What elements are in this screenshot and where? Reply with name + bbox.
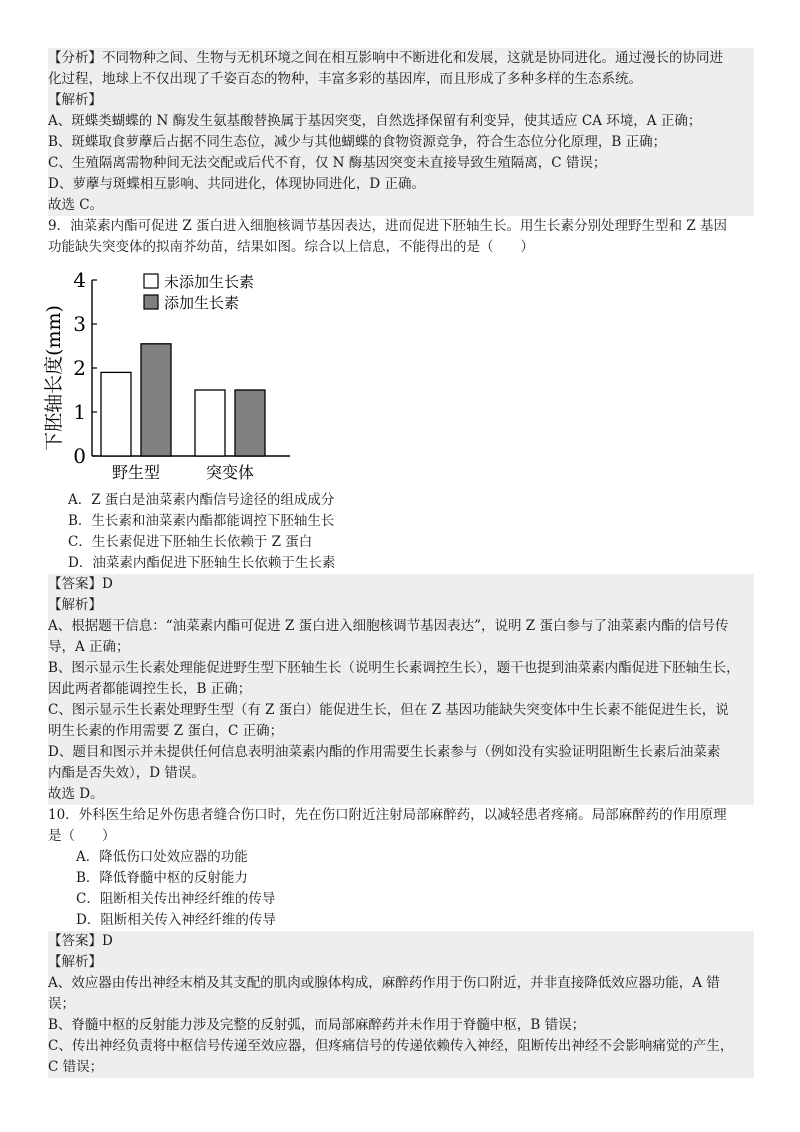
explanation-line-b: B、图示显示生长素处理能促进野生型下胚轴生长（说明生长素调控生长），题干也提到油菜素内酯促进下胚轴生长， — [48, 658, 754, 679]
question-9-stem: 9．油菜素内酯可促进 Z 蛋白进入细胞核调节基因表达，进而促进下胚轴生长。用生长素分别处理野生型和 Z 基因 — [48, 218, 728, 234]
analysis-text: 【分析】不同物种之间、生物与无机环境之间在相互影响中不断进化和发展，这就是协同进化。通过漫长的协同进 — [48, 48, 754, 69]
explanation-line-a: A、根据题干信息：“油菜素内酯可促进 Z 蛋白进入细胞核调节基因表达”，说明 Z 蛋白参与了油菜素内酯的信号传 — [48, 616, 754, 637]
x-tick-label: 野生型 — [111, 463, 161, 482]
question-10-stem: 10．外科医生给足外伤患者缝合伤口时，先在伤口附近注射局部麻醉药，以减轻患者疼痛。局部麻醉药的作用原理 — [48, 807, 727, 823]
explanation-line-c: 明生长素的作用需要 Z 蛋白，C 正确； — [48, 721, 754, 742]
option-b: B．降低脊髓中枢的反射能力 — [76, 870, 248, 886]
option-a: A．降低伤口处效应器的功能 — [76, 849, 248, 865]
explanation-line-b: B、脊髓中枢的反射能力涉及完整的反射弧，而局部麻醉药并未作用于脊髓中枢，B 错误； — [48, 1015, 754, 1036]
bar-no-auxin-1 — [195, 390, 225, 456]
explanation-line-d: D、萝藦与斑蝶相互影响、共同进化，体现协同进化，D 正确。 — [48, 174, 754, 195]
option-a: A．Z 蛋白是油菜素内酯信号途径的组成成分 — [68, 492, 335, 508]
x-tick-label: 突变体 — [205, 463, 255, 482]
explanation-heading: 【解析】 — [48, 952, 754, 973]
explanation-line-d: D、题目和图示并未提供任何信息表明油菜素内酯的作用需要生长素参与（例如没有实验证明阻断生长素后油菜素 — [48, 742, 754, 763]
option-c: C．阻断相关传出神经纤维的传导 — [76, 891, 276, 907]
bar-auxin-0 — [141, 344, 171, 456]
legend-label: 添加生长素 — [164, 294, 240, 312]
y-tick-label: 4 — [73, 268, 86, 292]
explanation-line-a: A、效应器由传出神经末梢及其支配的肌肉或腺体构成，麻醉药作用于伤口附近，并非直接降低效应器功能，A 错 — [48, 973, 754, 994]
legend-swatch — [144, 274, 158, 288]
answer: 【答案】D — [48, 574, 754, 595]
y-tick-label: 2 — [73, 356, 86, 380]
explanation-line-a: A、斑蝶类蝴蝶的 N 酶发生氨基酸替换属于基因突变，自然选择保留有利变异，使其适应 CA 环境，A 正确； — [48, 111, 754, 132]
explanation-line-a: 导，A 正确； — [48, 637, 754, 658]
conclusion: 故选 C。 — [48, 195, 754, 216]
explanation-line-c: C 错误； — [48, 1057, 754, 1078]
explanation-line-b: 因此两者都能调控生长，B 正确； — [48, 679, 754, 700]
legend-label: 未添加生长素 — [164, 273, 255, 291]
question-10-stem: 是（ ） — [48, 828, 116, 844]
explanation-heading: 【解析】 — [48, 595, 754, 616]
bar-auxin-1 — [235, 390, 265, 456]
option-d: D．阻断相关传入神经纤维的传导 — [76, 912, 276, 928]
option-b: B．生长素和油菜素内酯都能调控下胚轴生长 — [68, 513, 335, 529]
explanation-line-d: 内酯是否失效），D 错误。 — [48, 763, 754, 784]
y-tick-label: 0 — [73, 444, 86, 468]
option-c: C．生长素促进下胚轴生长依赖于 Z 蛋白 — [68, 534, 313, 550]
hypocotyl-length-bar-chart — [40, 262, 300, 492]
explanation-line-c: C、生殖隔离需物种间无法交配或后代不育，仅 N 酶基因突变未直接导致生殖隔离，C 错误； — [48, 153, 754, 174]
conclusion: 故选 D。 — [48, 784, 754, 805]
analysis-text: 化过程，地球上不仅出现了千姿百态的物种，丰富多彩的基因库，而且形成了多种多样的生态系统。 — [48, 69, 754, 90]
answer: 【答案】D — [48, 931, 754, 952]
option-d: D．油菜素内酯促进下胚轴生长依赖于生长素 — [68, 555, 336, 571]
y-tick-label: 3 — [73, 312, 86, 336]
y-axis-label: 下胚轴长度(mm) — [43, 305, 65, 451]
legend-swatch — [144, 295, 158, 309]
explanation-line-c: C、图示显示生长素处理野生型（有 Z 蛋白）能促进生长，但在 Z 基因功能缺失突变体中生长素不能促进生长，说 — [48, 700, 754, 721]
explanation-line-c: C、传出神经负责将中枢信号传递至效应器，但疼痛信号的传递依赖传入神经，阻断传出神经不会影响痛觉的产生， — [48, 1036, 754, 1057]
explanation-heading: 【解析】 — [48, 90, 754, 111]
explanation-line-b: B、斑蝶取食萝藦后占据不同生态位，减少与其他蝴蝶的食物资源竞争，符合生态位分化原理，B 正确； — [48, 132, 754, 153]
question-9-stem: 功能缺失突变体的拟南芥幼苗，结果如图。综合以上信息，不能得出的是（ ） — [48, 239, 534, 255]
explanation-line-a: 误； — [48, 994, 754, 1015]
bar-no-auxin-0 — [101, 372, 131, 456]
y-tick-label: 1 — [73, 400, 86, 424]
